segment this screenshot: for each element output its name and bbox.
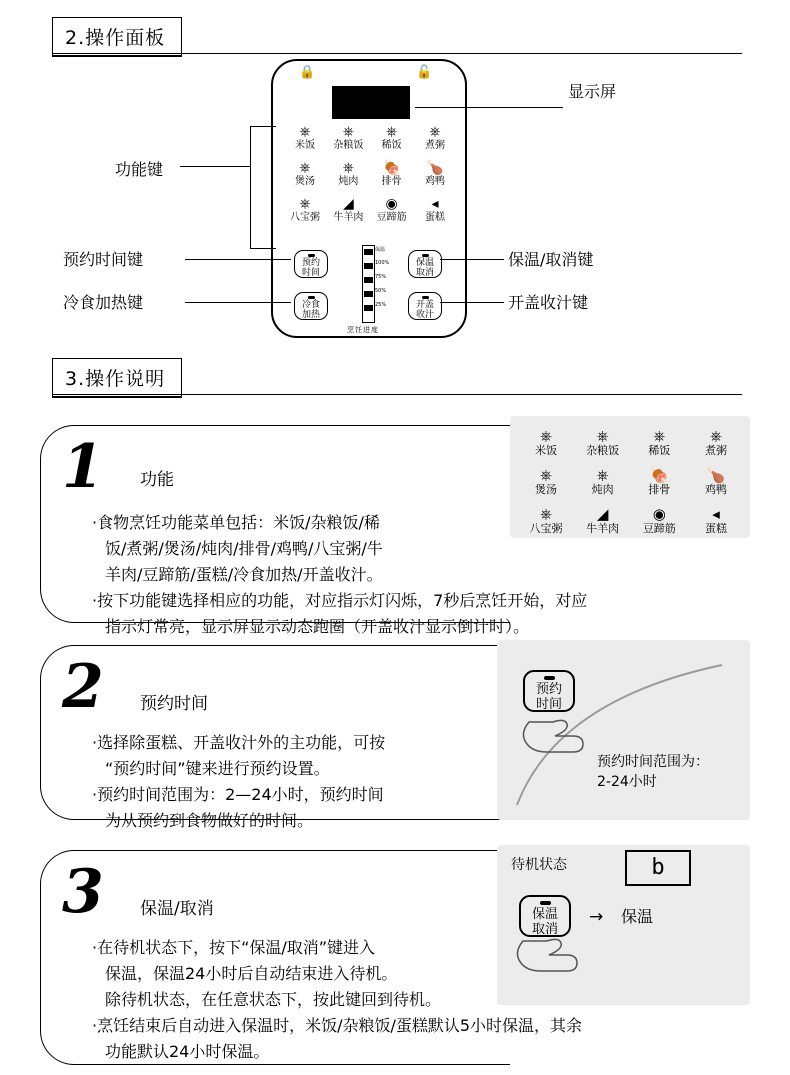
- indicator-dot: [422, 254, 429, 257]
- side-button-label: 取消: [531, 922, 558, 937]
- side-key-porridge: [633, 428, 685, 457]
- cake-icon: ◂: [712, 505, 720, 523]
- panel-key-label: 米饭: [295, 140, 315, 151]
- panel-button-reserve[interactable]: [294, 250, 328, 278]
- panel-button-cold-heat[interactable]: [294, 292, 328, 320]
- side-key-label: 八宝粥: [529, 522, 563, 535]
- eight-treasure-icon: ⎈: [299, 196, 311, 212]
- side-key-row: [520, 506, 742, 535]
- progress-segment: [364, 291, 373, 297]
- step-number-1: 1: [62, 432, 104, 502]
- callout-function-keys: 功能键: [115, 160, 164, 179]
- cooking-progress-bar: [362, 245, 375, 323]
- step-line: ·按下功能键选择相应的功能，对应指示灯闪烁，7秒后烹饪开始，对应: [92, 591, 588, 610]
- side-key-ribs: [633, 467, 685, 496]
- step-line: ·选择除蛋糕、开盖收汁外的主功能，可按: [92, 733, 386, 752]
- side-key-label: 炖肉: [591, 483, 614, 496]
- panel-key-label: 杂粮饭: [333, 140, 364, 151]
- progress-segment: [364, 277, 373, 283]
- step-title-3: 保温/取消: [140, 899, 214, 919]
- panel-key-soup[interactable]: [285, 161, 325, 188]
- step-line: 羊肉/豆蹄筋/蛋糕/冷食加热/开盖收汁。: [105, 565, 383, 584]
- leader-line: [250, 248, 276, 249]
- indicator-dot: [422, 296, 429, 299]
- callout-keep-cancel-key: 保温/取消键: [508, 250, 594, 269]
- step-text-2: [92, 730, 522, 834]
- panel-button-open-reduce[interactable]: [408, 292, 442, 320]
- panel-key-label: 稀饭: [381, 140, 402, 151]
- leader-line: [250, 126, 276, 127]
- step-number-2: 2: [62, 652, 104, 722]
- leader-line: [440, 259, 504, 260]
- panel-button-label: 收汁: [415, 310, 434, 320]
- panel-key-stew[interactable]: [328, 161, 368, 188]
- panel-button-label: 时间: [301, 268, 320, 278]
- leader-line: [250, 126, 251, 248]
- eight-treasure-icon: ⎈: [539, 505, 552, 523]
- side-label-standby: 待机状态: [511, 857, 567, 873]
- grain-bowl-icon: ⎈: [596, 427, 609, 445]
- indicator-dot: [544, 676, 555, 680]
- side-key-label: 米饭: [535, 444, 557, 457]
- step-line: 保温，保温24小时后自动结束进入待机。: [105, 964, 398, 983]
- stew-icon: ⎈: [342, 160, 354, 176]
- congee-bowl-icon: ⎈: [709, 427, 722, 445]
- progress-tick-label: 75%: [375, 274, 387, 280]
- congee-bowl-icon: ⎈: [429, 124, 441, 140]
- progress-segment: [364, 263, 373, 269]
- panel-button-label: 取消: [415, 268, 434, 278]
- step-line: 为从预约到食物做好的时间。: [105, 811, 314, 830]
- step-line: 除待机状态，在任意状态下，按此键回到待机。: [105, 990, 442, 1009]
- side-key-trotter: [633, 506, 685, 535]
- step-line: ·烹饪结束后自动进入保温时，米饭/杂粮饭/蛋糕默认5小时保温，其余: [92, 1016, 583, 1035]
- panel-button-label: 冷食: [301, 300, 320, 310]
- step-line: 饭/煮粥/煲汤/炖肉/排骨/鸡鸭/八宝粥/牛: [105, 539, 383, 558]
- stew-icon: ⎈: [596, 466, 609, 484]
- ribs-icon: 🍖: [649, 466, 669, 484]
- panel-key-grain[interactable]: [328, 125, 368, 152]
- chicken-duck-icon: 🍗: [706, 466, 726, 484]
- panel-button-keep-cancel[interactable]: [408, 250, 442, 278]
- side-key-grain: [577, 428, 629, 457]
- panel-key-chicken-duck[interactable]: [415, 161, 455, 188]
- side-key-eight-treasure: [520, 506, 572, 535]
- leader-line: [185, 302, 291, 303]
- side-box-reserve-time: [497, 640, 750, 820]
- step-number-3: 3: [62, 857, 104, 927]
- step-line: ·在待机状态下，按下“保温/取消”键进入: [92, 938, 376, 957]
- leader-line: [180, 166, 250, 167]
- progress-tick-label: 100%: [375, 260, 390, 266]
- section-underline-instructions: [52, 394, 742, 395]
- step-line: 功能默认24小时保温。: [105, 1042, 270, 1061]
- side-button-label: 时间: [535, 697, 562, 712]
- panel-key-label: 煲汤: [295, 176, 315, 187]
- step-title-1: 功能: [140, 470, 174, 490]
- panel-button-label: 加热: [301, 310, 320, 320]
- side-button-label: 保温: [531, 907, 558, 922]
- panel-button-label: 预约: [301, 258, 320, 268]
- grain-bowl-icon: ⎈: [342, 124, 354, 140]
- leader-line: [415, 107, 563, 108]
- panel-key-label: 煮粥: [424, 140, 445, 151]
- lock-open-icon: 🔓: [416, 65, 433, 80]
- side-key-congee: [690, 428, 742, 457]
- panel-key-label: 八宝粥: [290, 212, 320, 223]
- side-text-reserve-range-2: 2-24小时: [597, 774, 657, 790]
- panel-key-porridge[interactable]: [372, 125, 412, 152]
- callout-display: 显示屏: [568, 82, 617, 101]
- callout-reserve-key: 预约时间键: [63, 250, 144, 269]
- progress-tick-label: 保温: [375, 247, 386, 253]
- trotter-icon: ◉: [652, 505, 666, 523]
- panel-key-label: 豆蹄筋: [376, 212, 407, 223]
- porridge-bowl-icon: ⎈: [653, 427, 666, 445]
- progress-tick-label: 50%: [375, 288, 387, 294]
- callout-cold-heat-key: 冷食加热键: [63, 293, 144, 312]
- indicator-dot: [308, 254, 315, 257]
- side-key-cake: [690, 506, 742, 535]
- indicator-dot: [308, 296, 315, 299]
- step-line: 指示灯常亮，显示屏显示动态跑圈（开盖收汁显示倒计时）。: [105, 617, 530, 636]
- section-underline-panel: [52, 53, 742, 54]
- side-key-label: 稀饭: [648, 444, 671, 457]
- section-title-instructions: 3.操作说明: [52, 358, 182, 398]
- rice-bowl-icon: ⎈: [539, 427, 552, 445]
- cake-icon: ◂: [431, 196, 439, 212]
- side-key-label: 鸡鸭: [704, 483, 727, 496]
- progress-segment: [364, 249, 373, 255]
- side-key-label: 蛋糕: [704, 522, 727, 535]
- panel-key-eight-treasure[interactable]: [285, 197, 325, 224]
- side-key-label: 杂粮饭: [586, 444, 620, 457]
- leader-line: [185, 259, 291, 260]
- indicator-dot: [540, 901, 551, 905]
- panel-key-rice[interactable]: [285, 125, 325, 152]
- panel-key-trotter[interactable]: [372, 197, 412, 224]
- side-key-rice: [520, 428, 572, 457]
- panel-key-cake[interactable]: [415, 197, 455, 224]
- side-key-row: [520, 467, 742, 496]
- side-key-stew: [577, 467, 629, 496]
- panel-key-row: [285, 161, 455, 188]
- panel-key-congee[interactable]: [415, 125, 455, 152]
- side-key-soup: [520, 467, 572, 496]
- side-button-label: 预约: [535, 682, 562, 697]
- panel-display: [332, 86, 410, 119]
- soup-icon: ⎈: [539, 466, 552, 484]
- control-panel-illustration: [271, 59, 467, 338]
- side-box-keep-warm: [497, 845, 750, 1005]
- side-key-label: 牛羊肉: [586, 522, 620, 535]
- arrow-icon: →: [589, 907, 604, 927]
- ribs-icon: 🍖: [382, 160, 401, 176]
- leader-line: [440, 302, 504, 303]
- panel-key-row: [285, 125, 455, 152]
- side-text-reserve-range-1: 预约时间范围为：: [597, 754, 709, 770]
- panel-button-label: 保温: [415, 258, 434, 268]
- panel-key-beef-lamb[interactable]: [328, 197, 368, 224]
- soup-icon: ⎈: [299, 160, 311, 176]
- side-box-function-menu: [510, 416, 750, 538]
- callout-open-reduce-key: 开盖收汁键: [508, 293, 589, 312]
- progress-tick-label: 25%: [375, 302, 387, 308]
- section-title-panel: 2.操作面板: [52, 17, 182, 57]
- hand-illustration: [497, 640, 750, 820]
- panel-key-label: 牛羊肉: [333, 212, 364, 223]
- beef-lamb-icon: ◢: [342, 196, 354, 212]
- side-key-beef-lamb: [577, 506, 629, 535]
- panel-key-label: 排骨: [381, 176, 402, 187]
- chicken-duck-icon: 🍗: [426, 160, 444, 176]
- trotter-icon: ◉: [385, 196, 398, 212]
- step-title-2: 预约时间: [140, 694, 208, 714]
- progress-caption: 烹饪进度: [347, 326, 379, 334]
- panel-function-key-grid: [285, 125, 455, 233]
- side-button-reserve: [523, 670, 575, 712]
- panel-key-label: 鸡鸭: [424, 176, 445, 187]
- side-key-label: 煲汤: [535, 483, 557, 496]
- progress-segment: [364, 305, 373, 311]
- side-text-result: 保温: [621, 907, 654, 926]
- side-key-row: [520, 428, 742, 457]
- step-line: “预约时间”键来进行预约设置。: [105, 759, 330, 778]
- side-key-chicken-duck: [690, 467, 742, 496]
- porridge-bowl-icon: ⎈: [386, 124, 398, 140]
- panel-key-row: [285, 197, 455, 224]
- rice-bowl-icon: ⎈: [299, 124, 311, 140]
- side-key-label: 煮粥: [704, 444, 727, 457]
- side-key-label: 豆蹄筋: [642, 522, 676, 535]
- panel-key-label: 炖肉: [338, 176, 359, 187]
- lock-closed-icon: 🔒: [299, 65, 316, 80]
- side-key-label: 排骨: [648, 483, 671, 496]
- panel-key-label: 蛋糕: [424, 212, 445, 223]
- panel-key-ribs[interactable]: [372, 161, 412, 188]
- step-line: ·食物烹饪功能菜单包括：米饭/杂粮饭/稀: [92, 513, 380, 532]
- side-display-standby: b: [625, 850, 691, 886]
- side-button-keep-cancel: [519, 895, 571, 937]
- step-line: ·预约时间范围为：2—24小时，预约时间: [92, 785, 384, 804]
- side-key-grid: [520, 428, 742, 545]
- panel-button-label: 开盖: [415, 300, 434, 310]
- beef-lamb-icon: ◢: [596, 505, 609, 523]
